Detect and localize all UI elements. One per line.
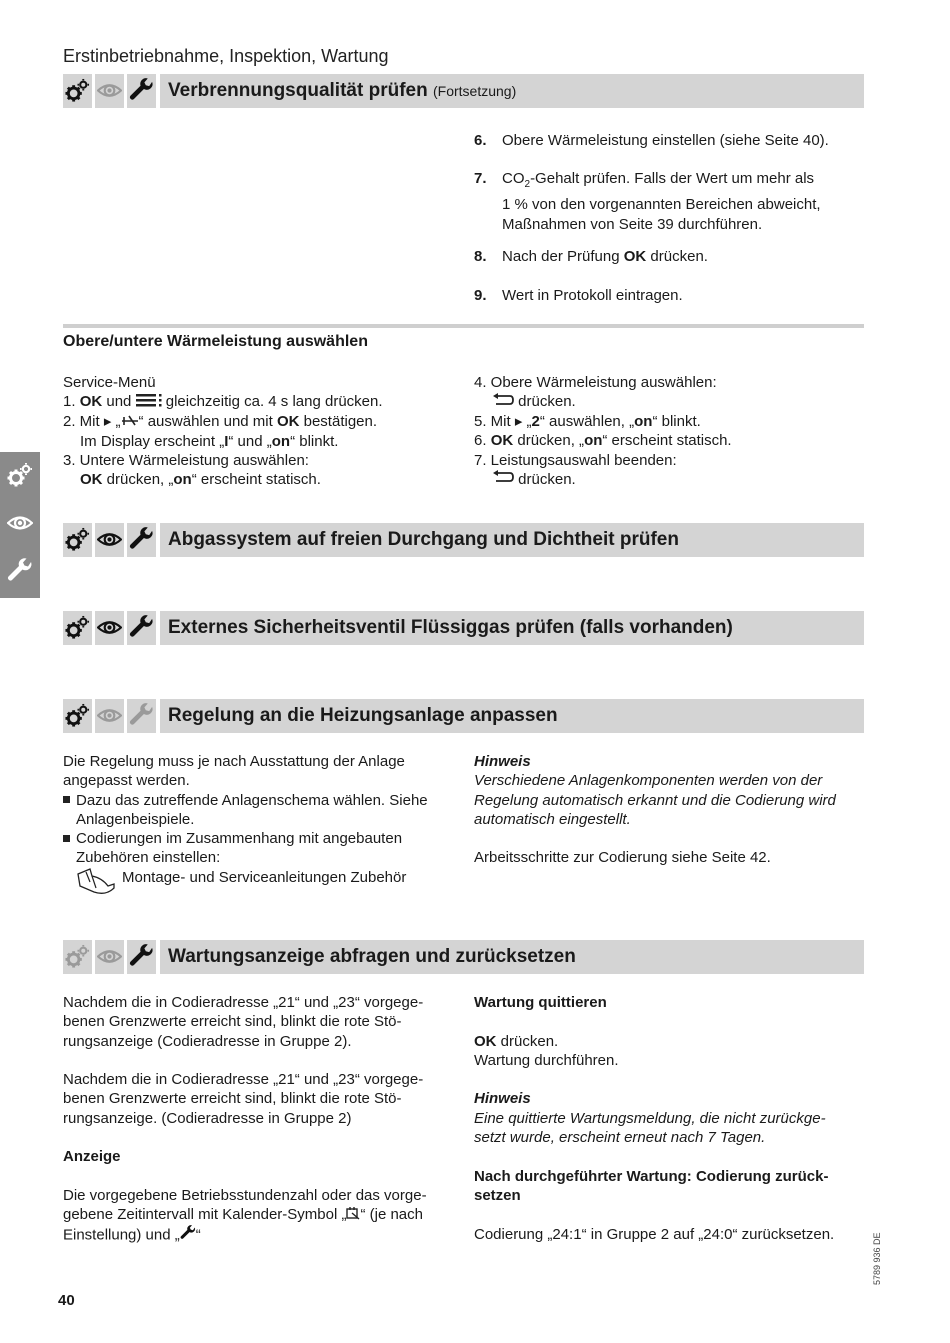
section-title: Regelung an die Heizungsanlage anpassen [168, 705, 558, 726]
gears-icon [63, 611, 92, 645]
wartung-right-text: Wartung quittieren OK drücken. Wartung durchführen. Hinweis Eine quittierte Wartungsmeldung, die nicht zurückge- setzt wurde, erscheint erneut nach 7 Tagen. Nach durchgeführter Wartung: Codierung zurück- setzen Codierung „24:1“ in Gruppe 2 auf „24:0“ zurücksetzen. [474, 994, 835, 1243]
section-title: Wartungsanzeige abfragen und zurücksetzen [168, 946, 576, 967]
document-number: 5789 936 DE [872, 1232, 882, 1285]
wrench-icon [7, 558, 33, 584]
gears-icon [63, 699, 92, 733]
wrench-icon [127, 523, 156, 557]
page-number: 40 [58, 1292, 75, 1309]
eye-icon [95, 611, 124, 645]
section-header-wartungsanzeige [63, 940, 864, 974]
wrench-icon [180, 1225, 196, 1246]
side-tab [0, 452, 40, 598]
section-subtitle: (Fortsetzung) [432, 83, 517, 99]
wrench-icon [127, 74, 156, 108]
regelung-right-text: Hinweis Verschiedene Anlagenkomponenten werden von der Regelung automatisch erkannt und die Codierung wird automatisch eingestellt. Arbeitsschritte zur Codierung siehe Seite 42. [474, 753, 836, 867]
section-header-verbrennung [63, 74, 864, 108]
section-header-regelung [63, 699, 864, 733]
section-title: Verbrennungsqualität prüfen [168, 80, 428, 101]
section-title: Externes Sicherheitsventil Flüssiggas prüfen (falls vorhanden) [168, 617, 733, 638]
section-header-sicherheitsventil [63, 611, 864, 645]
divider [63, 324, 864, 328]
menu-icon [136, 393, 162, 412]
arrow-right-icon: ▸ [103, 412, 112, 430]
wrench-icon [127, 940, 156, 974]
eye-icon [95, 74, 124, 108]
section-header-abgassystem [63, 523, 864, 557]
wrench-icon [127, 611, 156, 645]
eye-icon [95, 940, 124, 974]
wartung-left-text: Nachdem die in Codieradresse „21“ und „23“ vorgege- benen Grenzwerte erreicht sind, blinkt die rote Stö- rungsanzeige (Codieradresse in Gruppe 2). Nachdem die in Codieradresse „21“ und „23“ vorgege- benen Grenzwerte erreicht sind, blinkt die rote Stö- rungsanzeige. (Codieradresse in Gruppe 2) Anzeige Die vorgegebene Betriebsstundenzahl oder das vorge- gebene Zeitintervall mit Kalender-Symbol „ “ (je nach Einstellung) und „ “ [63, 993, 427, 1246]
back-icon [492, 470, 514, 489]
gears-icon [63, 523, 92, 557]
burner-icon [121, 412, 139, 431]
chapter-title: Erstinbetriebnahme, Inspektion, Wartung [63, 46, 389, 66]
eye-icon [95, 699, 124, 733]
eye-icon [7, 510, 33, 536]
waerme-left-text: Service-Menü 1. OK und gleichzeitig ca. 4 s lang drücken. 2. Mit ▸ „ “ auswählen und mit OK bestätigen. Im Display erscheint „I“ und „on“ blinkt. 3. Untere Wärmeleistung auswählen: OK drücken, „on“ erscheint statisch. [63, 374, 383, 489]
book-reference-icon [76, 868, 116, 901]
back-icon [492, 393, 514, 412]
waerme-right-text: 4. Obere Wärmeleistung auswählen: drücken. 5. Mit ▸ „2“ auswählen, „on“ blinkt. 6. OK drücken, „on“ erscheint statisch. 7. Leistungsauswahl beenden: drücken. [474, 374, 732, 488]
gears-icon [63, 74, 92, 108]
wrench-icon [127, 699, 156, 733]
regelung-left-text: Die Regelung muss je nach Ausstattung der Anlage angepasst werden. Dazu das zutreffende Anlagenschema wählen. Siehe Anlagenbeispiele. Codierungen im Zusammenhang mit angebauten Zubehören einstellen: Montage- und Serviceanleitungen Zubehör [63, 752, 428, 901]
eye-icon [95, 523, 124, 557]
subsection-heading: Obere/untere Wärmeleistung auswählen [63, 333, 368, 350]
section-title: Abgassystem auf freien Durchgang und Dichtheit prüfen [168, 529, 679, 550]
gears-icon [7, 462, 33, 488]
calendar-icon [346, 1206, 360, 1225]
gears-icon [63, 940, 92, 974]
arrow-right-icon: ▸ [514, 412, 523, 430]
